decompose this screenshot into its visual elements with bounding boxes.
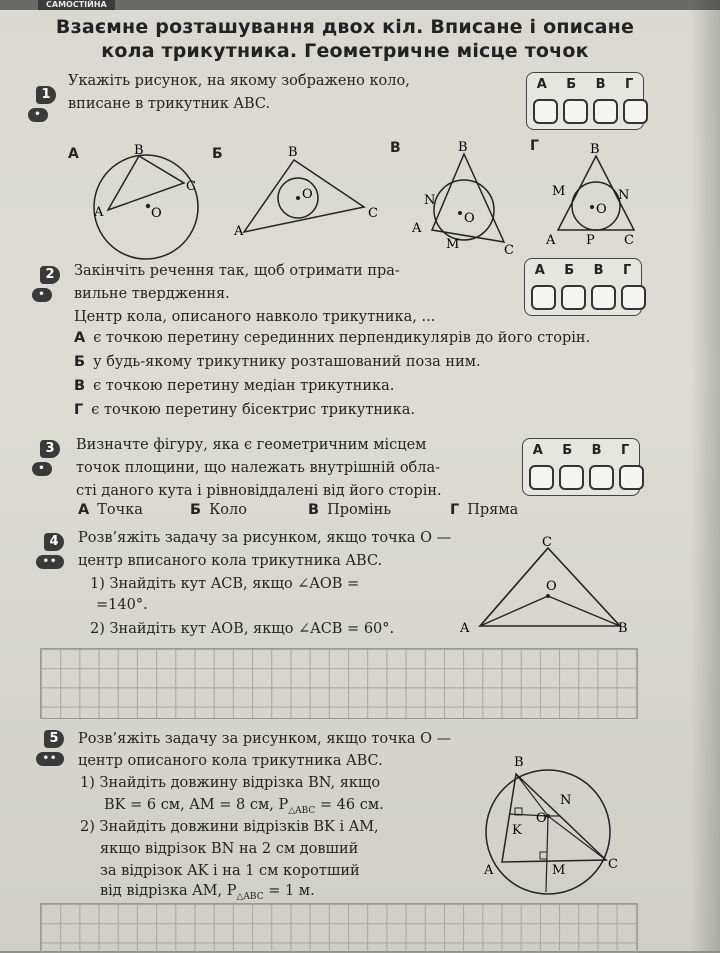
task3-option-b: Б Коло [190, 502, 247, 518]
task2-option-b: Б у будь-якому трикутнику розташований поза ним. [74, 354, 481, 370]
task5-text-line1: Розв’яжіть задачу за рисунком, якщо точка O — [78, 731, 452, 747]
task5-figure [478, 752, 628, 900]
task4-fig-label-a: A [460, 621, 470, 636]
task1-text-line1: Укажіть рисунок, на якому зображено коло, [68, 73, 410, 89]
fig-g-label-c: C [624, 233, 634, 248]
fig-g-label-n: N [618, 188, 630, 203]
task3-option-a: А Точка [78, 502, 143, 518]
task4-number: 4 [44, 533, 64, 551]
answer-cell-b[interactable] [563, 99, 588, 124]
task5-fig-label-k: K [512, 823, 522, 838]
answer-cell-v[interactable] [591, 285, 616, 310]
answer-cell-a[interactable] [533, 99, 558, 124]
task5-answer-grid[interactable] [40, 903, 638, 953]
task2-answer-box [524, 258, 642, 316]
task4-item2: 2) Знайдіть кут AOB, якщо ∠ACB = 60°. [90, 621, 395, 637]
answer-cell-b[interactable] [559, 465, 584, 490]
page-edge-shadow [690, 0, 720, 951]
task5-level-dots: •• [36, 752, 64, 766]
answer-cell-a[interactable] [531, 285, 556, 310]
task3-text-line3: сті даного кута і рівновіддалені від його сторін. [76, 483, 442, 499]
figure-a [88, 140, 218, 270]
fig-g-label-o: O [596, 202, 607, 217]
task2-option-a: А є точкою перетину серединних перпендикулярів до його сторін. [74, 330, 591, 346]
section-tab: САМОСТІЙНА [38, 0, 115, 10]
task3-number: 3 [40, 440, 60, 458]
task5-fig-label-b: B [514, 755, 524, 770]
answer-letter-g: Г [620, 443, 630, 458]
task4-item1-line2: =140°. [96, 597, 148, 613]
page-title-line2: кола трикутника. Геометричне місце точок [101, 40, 589, 62]
task5-item2-line2: якщо відрізок BN на 2 см довший [100, 841, 359, 857]
task2-level-dots: • [32, 288, 52, 302]
task2-text-line3: Центр кола, описаного навколо трикутника, ... [74, 309, 436, 325]
fig-v-label-b: B [458, 140, 468, 155]
task5-item2-line4: від відрізка AM, $P_{\triangle ABC} = 1$ м. [100, 883, 315, 902]
task2-number: 2 [40, 266, 60, 284]
fig-g-label-m: M [552, 184, 566, 199]
answer-cell-v[interactable] [593, 99, 618, 124]
answer-letter-a: А [532, 443, 543, 458]
fig-a-label-c: C [186, 179, 196, 194]
answer-cell-g[interactable] [621, 285, 646, 310]
task5-fig-label-n: N [560, 793, 572, 808]
task2-text-line1: Закінчіть речення так, щоб отримати пра- [74, 263, 400, 279]
fig-g-label-p: P [586, 233, 595, 248]
fig-g-label-a: A [546, 233, 556, 248]
answer-cell-g[interactable] [619, 465, 644, 490]
task2-option-g: Г є точкою перетину бісектрис трикутника. [74, 402, 416, 418]
task5-number: 5 [44, 730, 64, 748]
figure-b [228, 140, 388, 240]
task3-text-line1: Визначте фігуру, яка є геометричним місцем [76, 437, 427, 453]
task2-text-line2: вильне твердження. [74, 286, 230, 302]
fig-b-label-o: O [302, 187, 313, 202]
fig-a-label-a: A [94, 205, 104, 220]
task2-option-v: В є точкою перетину медіан трикутника. [74, 378, 395, 394]
page-title-line1: Взаємне розташування двох кіл. Вписане і описане [55, 16, 635, 38]
fig-v-label-o: O [464, 211, 475, 226]
task5-item1-line1: 1) Знайдіть довжину відрізка BN, якщо [80, 775, 381, 791]
answer-letter-a: А [536, 77, 547, 92]
task5-fig-label-a: A [484, 863, 494, 878]
task4-text-line2: центр вписаного кола трикутника ABC. [78, 553, 383, 569]
task4-figure [456, 534, 636, 642]
answer-letter-v: В [593, 263, 604, 278]
task1-answer-box [526, 72, 644, 130]
fig-v-label-m: M [446, 237, 460, 252]
figure-v [408, 138, 520, 258]
task3-level-dots: • [32, 462, 52, 476]
answer-letter-b: Б [566, 77, 577, 92]
figure-label-v: В [390, 140, 401, 156]
answer-cell-g[interactable] [623, 99, 648, 124]
figure-label-b: Б [212, 146, 223, 162]
answer-letter-v: В [591, 443, 602, 458]
task1-level-dots: • [28, 108, 48, 122]
fig-b-label-c: C [368, 206, 378, 221]
fig-a-label-o: O [151, 206, 162, 221]
task5-fig-label-c: C [608, 857, 618, 872]
fig-v-label-a: A [412, 221, 422, 236]
task5-fig-label-m: M [552, 863, 566, 878]
answer-cell-a[interactable] [529, 465, 554, 490]
task5-fig-label-o: O [536, 811, 547, 826]
fig-b-label-b: B [288, 145, 298, 160]
task5-item2-line3: за відрізок AK і на 1 см коротший [100, 863, 360, 879]
fig-a-label-b: B [134, 143, 144, 158]
task5-text-line2: центр описаного кола трикутника ABC. [78, 753, 383, 769]
answer-cell-b[interactable] [561, 285, 586, 310]
answer-letter-g: Г [624, 77, 634, 92]
fig-b-label-a: A [234, 224, 244, 239]
task4-fig-label-c: C [542, 535, 552, 550]
task3-text-line2: точок площини, що належать внутрішній обла- [76, 460, 441, 476]
task3-option-v: В Промінь [308, 502, 392, 518]
task5-item2-line1: 2) Знайдіть довжини відрізків BK і AM, [80, 819, 379, 835]
figure-label-g: Г [530, 138, 539, 154]
answer-cell-v[interactable] [589, 465, 614, 490]
task4-fig-label-o: O [546, 579, 557, 594]
task4-item1-line1: 1) Знайдіть кут ACB, якщо ∠AOB = [90, 576, 360, 592]
task3-option-g: Г Пряма [450, 502, 519, 518]
task1-text-line2: вписане в трикутник ABC. [68, 96, 271, 112]
answer-letter-b: Б [564, 263, 575, 278]
answer-letter-g: Г [622, 263, 632, 278]
task4-fig-label-b: B [618, 621, 628, 636]
fig-v-label-c: C [504, 243, 514, 258]
fig-v-label-n: N [424, 193, 436, 208]
answer-letter-b: Б [562, 443, 573, 458]
task1-number: 1 [36, 86, 56, 104]
task4-level-dots: •• [36, 555, 64, 569]
task4-answer-grid[interactable] [40, 648, 638, 719]
task5-item1-line2: BK = 6 см, AM = 8 см, $P_{\triangle ABC} = 46$ см. [104, 797, 384, 816]
figure-g [540, 138, 655, 253]
task4-text-line1: Розв’яжіть задачу за рисунком, якщо точка O — [78, 530, 452, 546]
task3-answer-box [522, 438, 640, 496]
figure-label-a: А [68, 146, 79, 162]
fig-g-label-b: B [590, 142, 600, 157]
answer-letter-a: А [534, 263, 545, 278]
answer-letter-v: В [595, 77, 606, 92]
